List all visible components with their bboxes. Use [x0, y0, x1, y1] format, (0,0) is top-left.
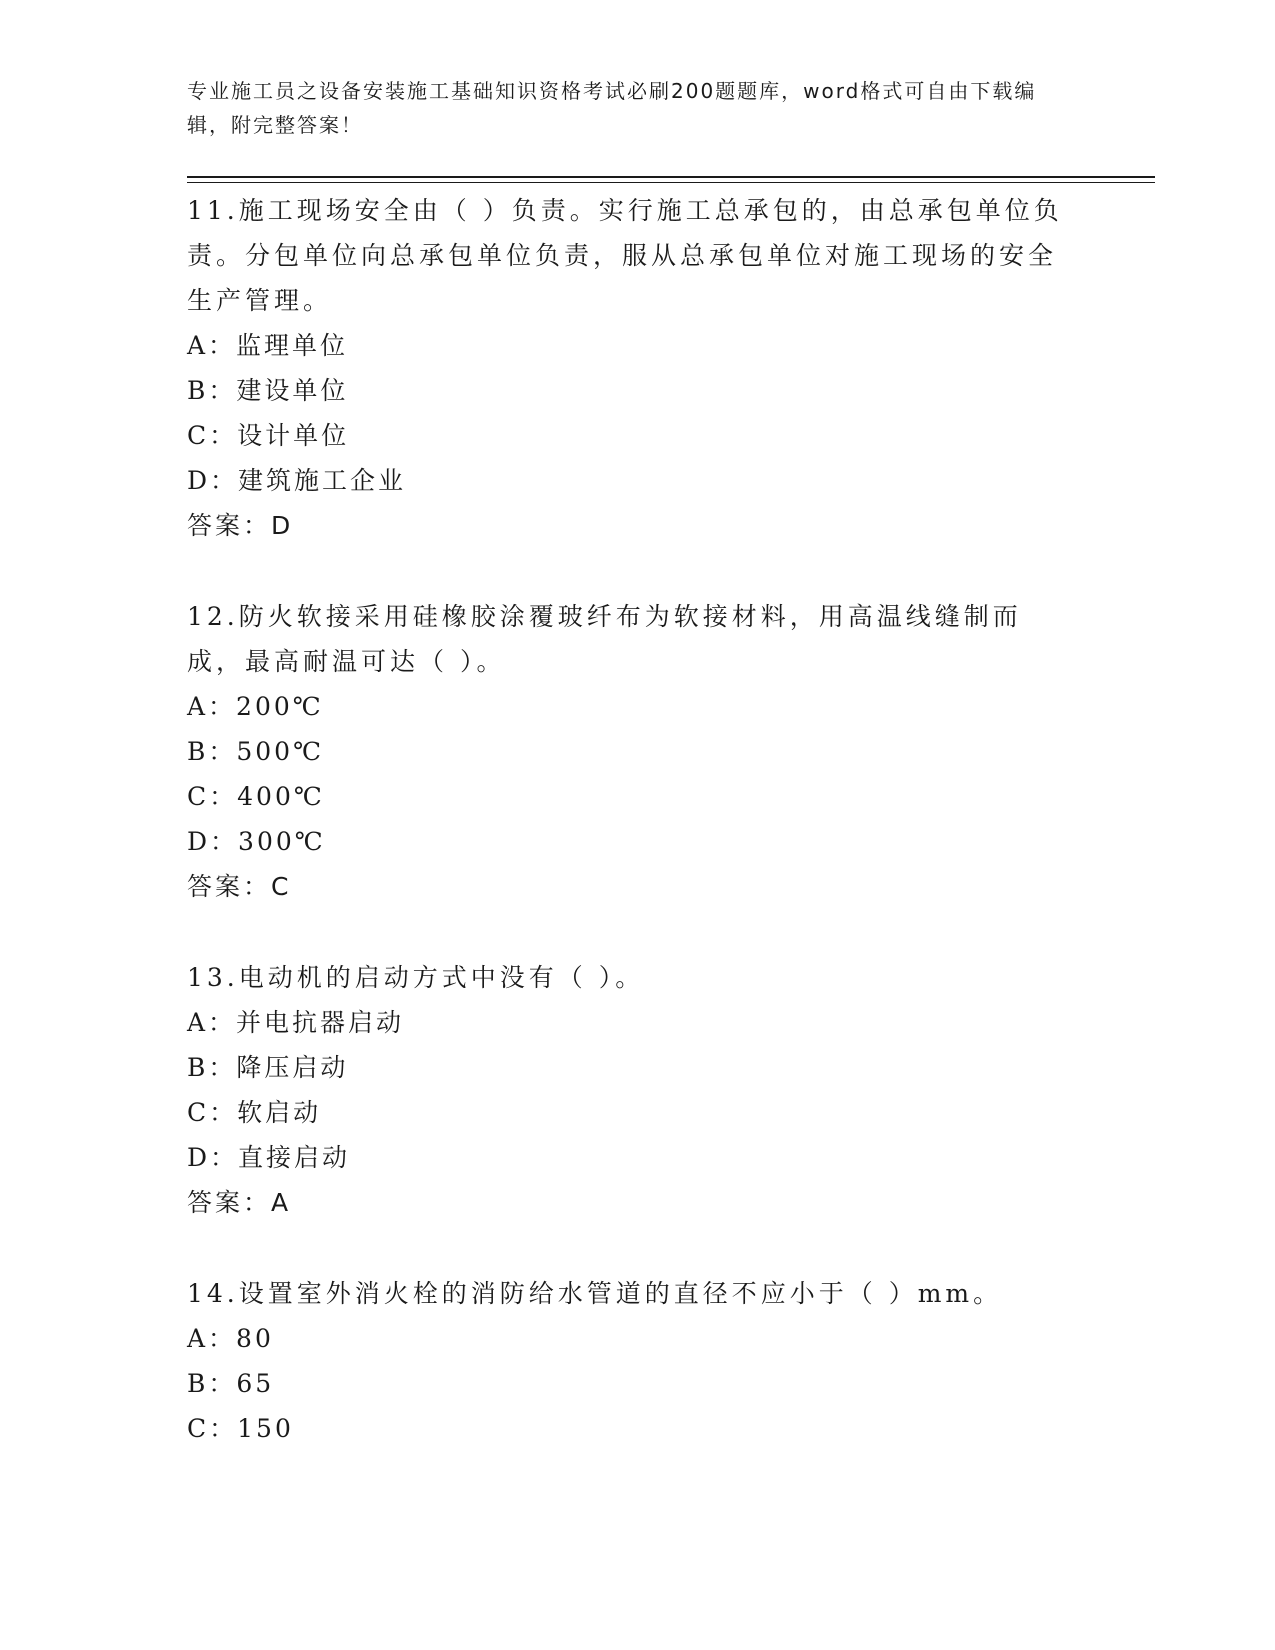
option-c: C：150: [187, 1414, 294, 1443]
option-b: B：建设单位: [187, 376, 349, 405]
option-d: D：直接启动: [187, 1143, 351, 1172]
option-a: A：监理单位: [187, 331, 349, 360]
question-11: [187, 188, 1067, 548]
question-12: [187, 594, 1067, 909]
answer: 答案：D: [187, 511, 294, 540]
answer: 答案：C: [187, 872, 292, 901]
answer: 答案：A: [187, 1188, 292, 1217]
option-b: B：65: [187, 1369, 275, 1398]
option-d: D：建筑施工企业: [187, 466, 407, 495]
option-a: A：200℃: [187, 692, 324, 721]
question-13: [187, 955, 1067, 1225]
document-title: 专业施工员之设备安装施工基础知识资格考试必刷200题题库，word格式可自由下载编辑，附完整答案！: [187, 79, 1037, 137]
option-c: C：400℃: [187, 782, 325, 811]
question-text: 14.设置室外消火栓的消防给水管道的直径不应小于（ ）mm。: [187, 1279, 1003, 1308]
header-rule-thin: [187, 182, 1155, 183]
option-b: B：500℃: [187, 737, 325, 766]
option-a: A：80: [187, 1324, 274, 1353]
question-list: [187, 188, 1067, 1497]
question-14: [187, 1271, 1067, 1451]
question-text: 13.电动机的启动方式中没有（ ）。: [187, 963, 645, 992]
option-a: A：并电抗器启动: [187, 1008, 405, 1037]
option-d: D：300℃: [187, 827, 326, 856]
question-text: 12.防火软接采用硅橡胶涂覆玻纤布为软接材料，用高温线缝制而成，最高耐温可达（ ）。: [187, 602, 1022, 676]
option-c: C：软启动: [187, 1098, 322, 1127]
option-b: B：降压启动: [187, 1053, 349, 1082]
question-text: 11.施工现场安全由（ ）负责。实行施工总承包的，由总承包单位负责。分包单位向总承包单位负责，服从总承包单位对施工现场的安全生产管理。: [187, 196, 1063, 315]
option-c: C：设计单位: [187, 421, 350, 450]
header-rule-thick: [187, 176, 1155, 178]
